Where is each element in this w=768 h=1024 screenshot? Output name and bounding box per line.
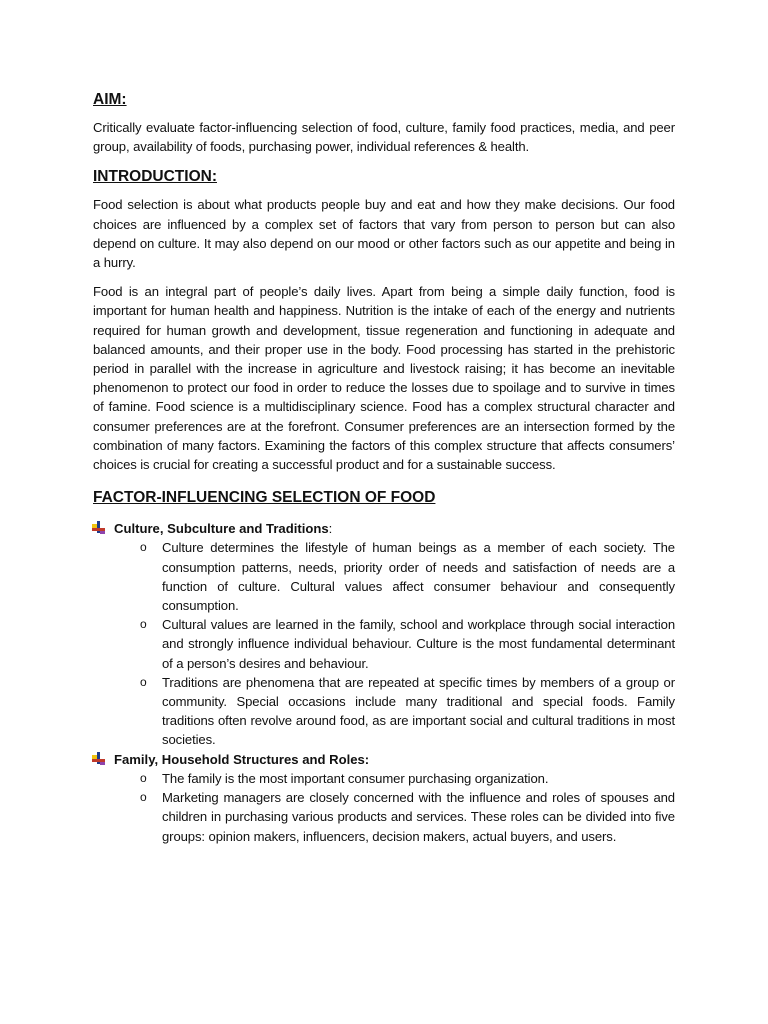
- list-item: [93, 673, 675, 750]
- factor-section-suffix: :: [328, 521, 333, 537]
- cross-bullet-icon: [91, 521, 107, 535]
- factor-section-label: Family, Household Structures and Roles:: [114, 751, 370, 767]
- list-item-text: Traditions are phenomena that are repeated at specific times by members of a group or community. Special occasions include many traditional and special foods. Family traditions often revolve around food, as are important social and cultural traditions in most societies.: [162, 674, 675, 748]
- factor-section-culture: [93, 519, 675, 538]
- family-sublist: [93, 769, 675, 846]
- list-item: [93, 788, 675, 846]
- aim-text: Critically evaluate factor-influencing selection of food, culture, family food practices, media, and peer group, availability of foods, purchasing power, individual references & health.: [93, 120, 675, 155]
- circle-bullet-icon: o: [140, 617, 147, 632]
- cross-bullet-icon: [91, 752, 107, 766]
- list-item-text: The family is the most important consumer purchasing organization.: [162, 770, 549, 786]
- list-item-text: Culture determines the lifestyle of human beings as a member of each society. The consumption patterns, needs, priority order of needs and satisfaction of needs are a function of culture. Cultural values affect consumer behaviour and consequently consumption.: [162, 540, 675, 614]
- list-item: [93, 538, 675, 615]
- document-body: [93, 90, 675, 846]
- circle-bullet-icon: o: [140, 790, 147, 805]
- factor-section-family: [93, 750, 675, 769]
- introduction-paragraph-2: Food is an integral part of people’s daily lives. Apart from being a simple daily function, food is important for human health and happiness. Nutrition is the intake of each of the energy and nutrients required for human growth and development, tissue regeneration and functioning in adequate and balanced amounts, and their proper use in the body. Food processing has started in the prehistoric period in parallel with the increase in agriculture and livestock raising; it has become an inevitable phenomenon to protect our food in order to reduce the losses due to spoilage and to survive in times of famine. Food science is a multidisciplinary science. Food has a complex structural character and consumer preferences are at the forefront. Consumer preferences are an intersection formed by the combination of many factors. Examining the factors of this complex structure that affects consumers’ choices is crucial for creating a successful product and for a sustainable success.: [93, 284, 675, 473]
- circle-bullet-icon: o: [140, 540, 147, 555]
- factor-section-label: Culture, Subculture and Traditions: [114, 521, 329, 537]
- list-item: [93, 769, 675, 788]
- introduction-paragraph-1: Food selection is about what products people buy and eat and how they make decisions. Our food choices are influenced by a complex set of factors that vary from person to person but can also depend on culture. It may also depend on our mood or other factors such as our appetite and being in a hurry.: [93, 197, 675, 271]
- factors-heading: FACTOR-INFLUENCING SELECTION OF FOOD: [93, 489, 436, 507]
- list-item: [93, 615, 675, 673]
- culture-sublist: [93, 538, 675, 749]
- aim-heading: AIM:: [93, 91, 127, 108]
- circle-bullet-icon: o: [140, 770, 147, 785]
- circle-bullet-icon: o: [140, 674, 147, 689]
- list-item-text: Marketing managers are closely concerned with the influence and roles of spouses and children in purchasing various products and services. These roles can be divided into five groups: opinion makers, influencers, decision makers, actual buyers, and users.: [162, 790, 675, 844]
- list-item-text: Cultural values are learned in the family, school and workplace through social interaction and strongly influence individual behaviour. Culture is the most fundamental determinant of a person’s desires and behaviour.: [162, 617, 675, 671]
- introduction-heading: INTRODUCTION:: [93, 168, 217, 186]
